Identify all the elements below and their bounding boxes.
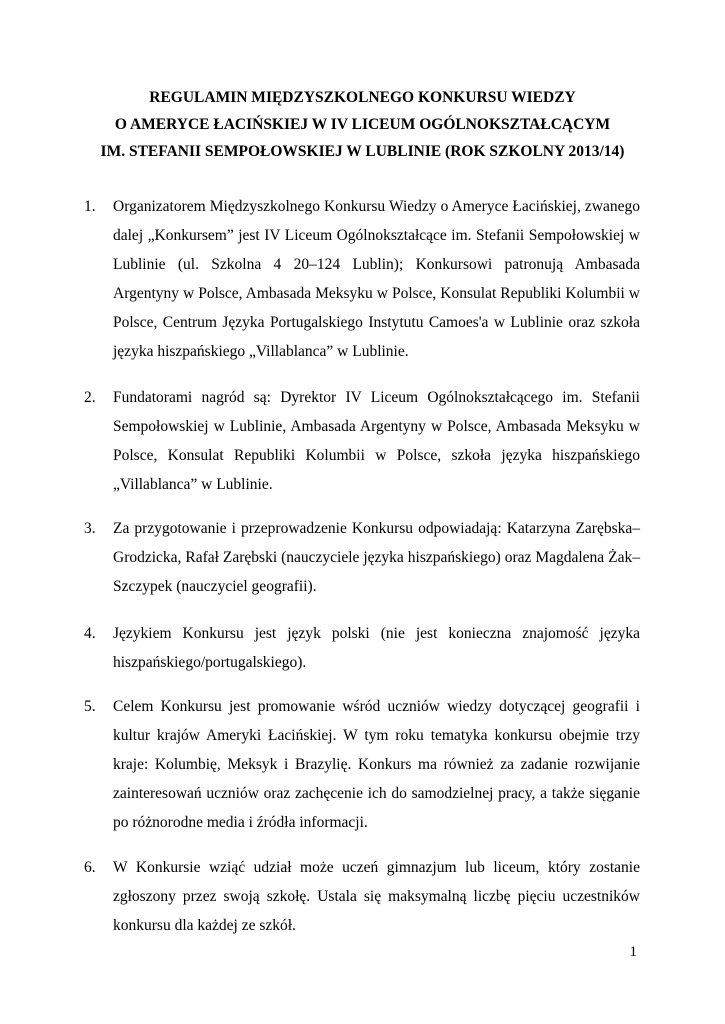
list-item-number: 4.	[84, 625, 96, 642]
list-item-text: W Konkursie wziąć udział może uczeń gimnazjum lub liceum, który zostanie zgłoszony przez swoją szkołę. Ustala się maksymalną liczbę pięciu uczestników konkursu dla każdej ze szkół.	[113, 859, 640, 934]
list-item	[84, 383, 640, 499]
document-title	[60, 84, 665, 165]
title-line-1: REGULAMIN MIĘDZYSZKOLNEGO KONKURSU WIEDZY	[149, 89, 576, 106]
list-item-number: 1.	[84, 198, 96, 215]
list-item	[84, 514, 640, 601]
list-item-text: Organizatorem Międzyszkolnego Konkursu Wiedzy o Ameryce Łacińskiej, zwanego dalej „Konkursem” jest IV Liceum Ogólnokształcące im. Stefanii Sempołowskiej w Lublinie (ul. Szkolna 4 20–124 Lublin); Konkursowi patronują Ambasada Argentyny w Polsce, Ambasada Meksyku w Polsce, Konsulat Republiki Kolumbii w Polsce, Centrum Języka Portugalskiego Instytutu Camoes'a w Lublinie oraz szkoła języka hiszpańskiego „Villablanca” w Lublinie.	[113, 198, 640, 360]
list-item-number: 2.	[84, 389, 96, 406]
list-item-text: Za przygotowanie i przeprowadzenie Konkursu odpowiadają: Katarzyna Zarębska–Grodzicka, Rafał Zarębski (nauczyciele języka hiszpańskiego) oraz Magdalena Żak–Szczypek (nauczyciel geografii).	[113, 520, 640, 595]
list-item-number: 5.	[84, 698, 96, 715]
list-item	[84, 192, 640, 366]
title-line-2: O AMERYCE ŁACIŃSKIEJ W IV LICEUM OGÓLNOKSZTAŁCĄCYM	[114, 116, 611, 133]
list-item	[84, 692, 640, 837]
list-item-number: 6.	[84, 859, 96, 876]
list-item	[84, 619, 640, 677]
list-item-text: Językiem Konkursu jest język polski (nie jest konieczna znajomość języka hiszpańskiego/portugalskiego).	[113, 625, 640, 671]
page-number: 1	[629, 944, 637, 960]
list-item-text: Celem Konkursu jest promowanie wśród uczniów wiedzy dotyczącej geografii i kultur krajów Ameryki Łacińskiej. W tym roku tematyka konkursu obejmie trzy kraje: Kolumbię, Meksyk i Brazylię. Konkurs ma również za zadanie rozwijanie zainteresowań uczniów oraz zachęcenie ich do samodzielnej pracy, a także sięganie po różnorodne media i źródła informacji.	[113, 698, 640, 831]
title-line-3: IM. STEFANII SEMPOŁOWSKIEJ W LUBLINIE (ROK SZKOLNY 2013/14)	[100, 143, 625, 160]
list-item-text: Fundatorami nagród są: Dyrektor IV Liceum Ogólnokształcącego im. Stefanii Sempołowskiej w Lublinie, Ambasada Argentyny w Polsce, Ambasada Meksyku w Polsce, Konsulat Republiki Kolumbii w Polsce, szkoła języka hiszpańskiego „Villablanca” w Lublinie.	[113, 389, 640, 493]
list-item	[84, 853, 640, 940]
list-item-number: 3.	[84, 520, 96, 537]
